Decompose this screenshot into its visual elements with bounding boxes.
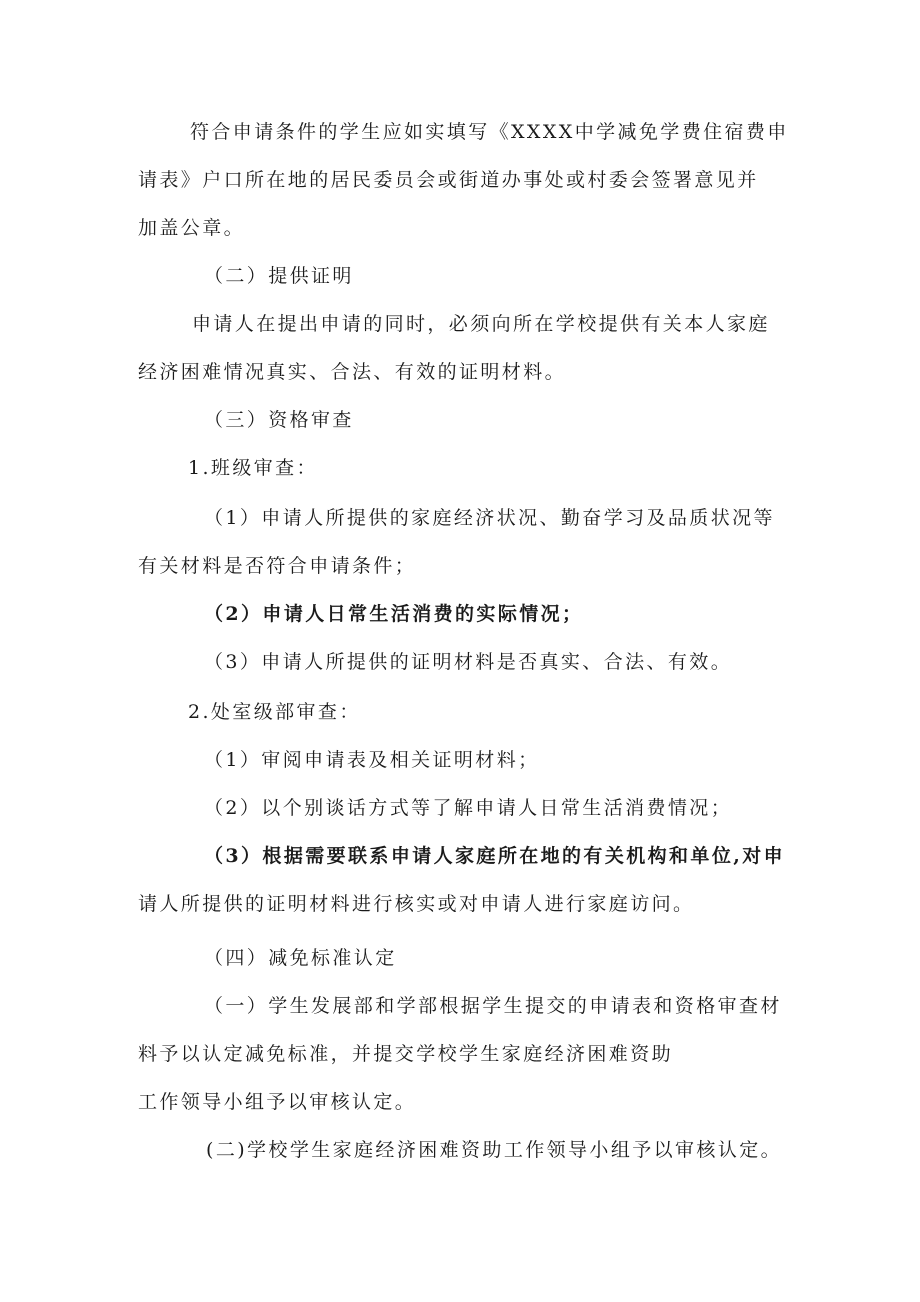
list-item-office-3: （3）根据需要联系申请人家庭所在地的有关机构和单位,对申 xyxy=(204,845,786,867)
paragraph-line-5: 经济困难情况真实、合法、有效的证明材料。 xyxy=(138,361,567,383)
list-item-class-2: （2）申请人日常生活消费的实际情况； xyxy=(204,603,584,625)
section-heading-2: （二）提供证明 xyxy=(204,265,354,287)
paragraph-line-7: 料予以认定减免标准，并提交学校学生家庭经济困难资助 xyxy=(138,1043,674,1065)
paragraph-line-6: （一）学生发展部和学部根据学生提交的申请表和资格审查材 xyxy=(204,995,782,1017)
list-item-office-3-cont: 请人所提供的证明材料进行核实或对申请人进行家庭访问。 xyxy=(138,893,695,915)
paragraph-line-3: 加盖公章。 xyxy=(138,217,246,239)
list-item-office-1: （1）审阅申请表及相关证明材料； xyxy=(204,749,540,771)
list-item-class-3: （3）申请人所提供的证明材料是否真实、合法、有效。 xyxy=(204,651,733,673)
section-heading-4: （四）减免标准认定 xyxy=(204,947,397,969)
paragraph-line-9: (二)学校学生家庭经济困难资助工作领导小组予以审核认定。 xyxy=(206,1139,783,1161)
list-item-class-1-cont: 有关材料是否符合申请条件； xyxy=(138,555,417,577)
section-heading-3: （三）资格审查 xyxy=(204,409,354,431)
paragraph-line-1: 符合申请条件的学生应如实填写《XXXX中学减免学费住宿费申 xyxy=(190,121,789,143)
list-item-office-2: （2）以个别谈话方式等了解申请人日常生活消费情况； xyxy=(204,797,733,819)
paragraph-line-4: 申请人在提出申请的同时，必须向所在学校提供有关本人家庭 xyxy=(192,313,770,335)
subheading-class-review: 1.班级审查： xyxy=(188,457,318,479)
paragraph-line-8: 工作领导小组予以审核认定。 xyxy=(138,1091,417,1113)
list-item-class-1: （1）申请人所提供的家庭经济状况、勤奋学习及品质状况等 xyxy=(204,507,775,529)
subheading-office-review: 2.处室级部审查： xyxy=(188,701,361,723)
paragraph-line-2: 请表》户口所在地的居民委员会或街道办事处或村委会签署意见并 xyxy=(138,169,759,191)
